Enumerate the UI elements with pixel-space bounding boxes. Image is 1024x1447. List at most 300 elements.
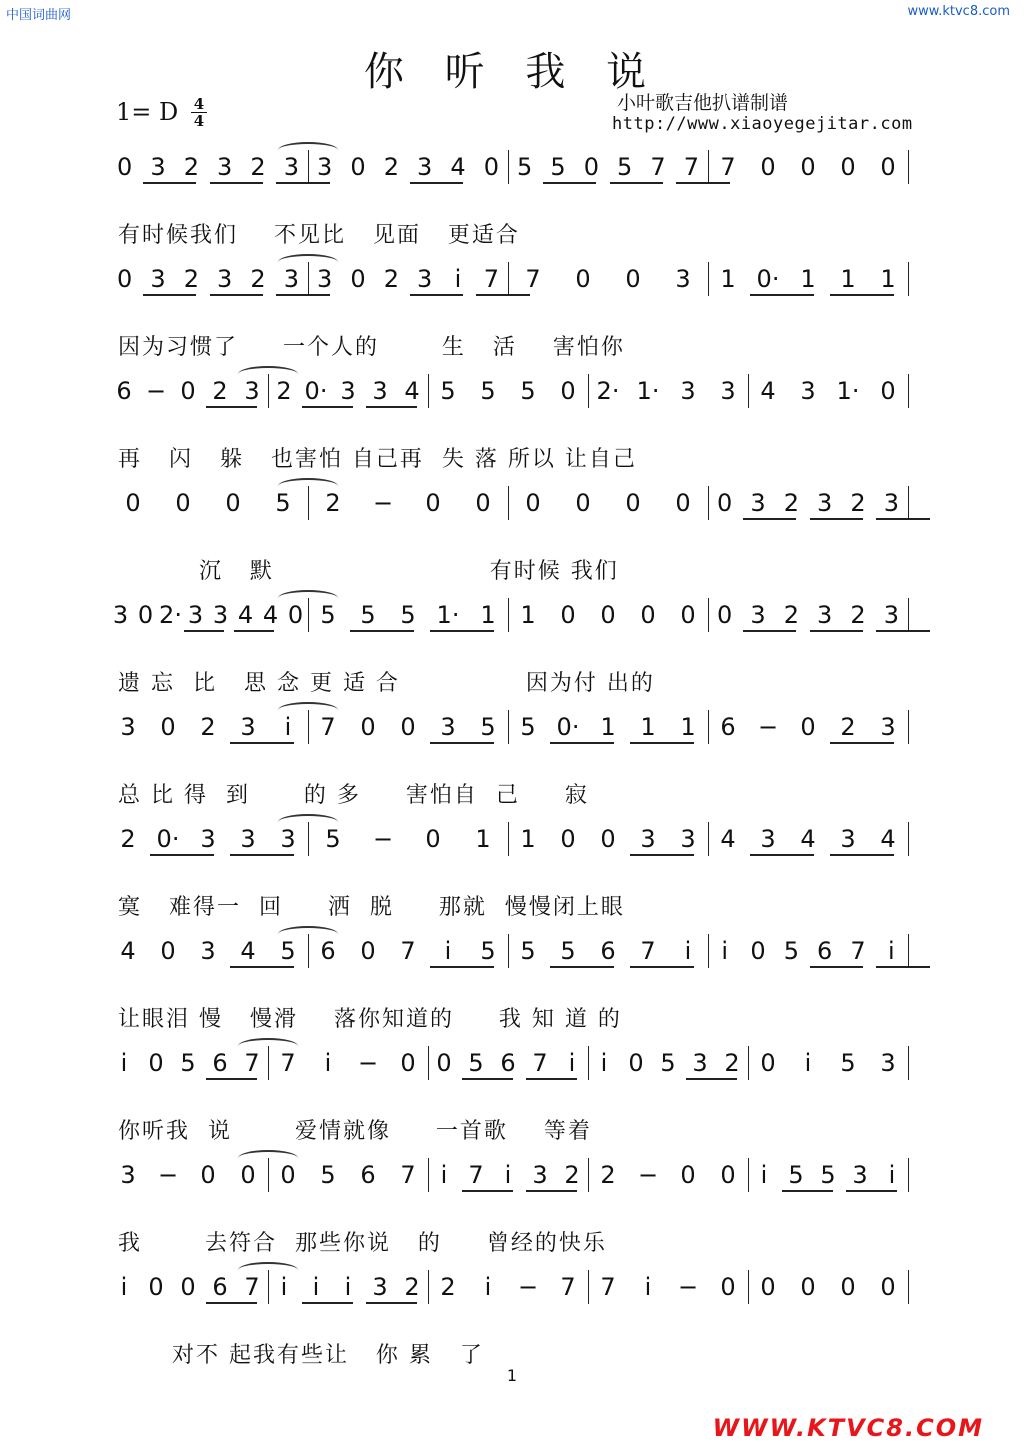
note: 6 (212, 1273, 228, 1301)
note: 0 (560, 377, 576, 405)
meter-bottom: 4 (193, 112, 205, 130)
note: 6 (116, 377, 132, 405)
note: 5 (400, 601, 416, 629)
note: 0 (717, 601, 733, 629)
lyrics-line: 沉 默 有时候 我们 (118, 559, 619, 584)
note: 3 (692, 1049, 708, 1077)
beam-line (750, 294, 814, 296)
tie-arc (278, 254, 338, 270)
barline (708, 822, 709, 856)
lyrics-line: 你听我 说 爱情就像 一首歌 等着 (118, 1119, 592, 1144)
note: 0 (175, 489, 191, 517)
beam-line (462, 1190, 513, 1192)
note: 2 (840, 713, 856, 741)
note: 3 (880, 1049, 896, 1077)
note: − (677, 1273, 699, 1301)
tie-arc (278, 142, 338, 158)
note: 1· (836, 377, 860, 405)
notation-line (108, 932, 908, 972)
note: 6 (720, 713, 736, 741)
note: i (344, 1273, 352, 1301)
beam-line (743, 630, 796, 632)
beam-line (750, 854, 814, 856)
note: i (454, 265, 462, 293)
note: 7 (483, 265, 499, 293)
note: 1 (880, 265, 896, 293)
note: 5 (320, 601, 336, 629)
note: 7 (468, 1161, 484, 1189)
note: 0 (717, 489, 733, 517)
note: 4 (450, 153, 466, 181)
note: 7 (525, 265, 541, 293)
note: 5 (480, 713, 496, 741)
note: i (888, 1161, 896, 1189)
note: i (284, 713, 292, 741)
note: 0 (436, 1049, 452, 1077)
note: 0 (760, 1049, 776, 1077)
note: 3 (883, 489, 899, 517)
note: 2 (850, 601, 866, 629)
beam-line (366, 406, 417, 408)
beam-line (230, 966, 294, 968)
note: 0· (556, 713, 580, 741)
note: 2 (383, 153, 399, 181)
note: 0 (760, 1273, 776, 1301)
note: 7 (650, 153, 666, 181)
note: 0 (560, 825, 576, 853)
note: 1 (720, 265, 736, 293)
note: 6 (600, 937, 616, 965)
page-number: 1 (506, 1366, 518, 1385)
beam-line (234, 630, 274, 632)
barline (748, 1270, 749, 1304)
note: 1 (475, 825, 491, 853)
barline-end (908, 710, 909, 744)
note: i (644, 1273, 652, 1301)
tie-arc (238, 1262, 298, 1278)
note: 0 (800, 713, 816, 741)
score-system (0, 596, 1024, 706)
note: 2 (276, 377, 292, 405)
note: 3 (317, 153, 333, 181)
score-system (0, 932, 1024, 1042)
note: 3 (675, 265, 691, 293)
note: 2 (200, 713, 216, 741)
note: 2 (404, 1273, 420, 1301)
barline (748, 1158, 749, 1192)
note: 3 (200, 937, 216, 965)
note: − (757, 713, 779, 741)
note: 1 (480, 601, 496, 629)
note: 0 (287, 601, 304, 629)
note: 5 (325, 825, 341, 853)
beam-line (630, 966, 694, 968)
note: 3 (120, 713, 136, 741)
beam-line (462, 1078, 513, 1080)
note: 0 (400, 1049, 416, 1077)
beam-line (210, 294, 263, 296)
beam-line (143, 182, 196, 184)
song-title: 你 听 我 说 (363, 49, 661, 95)
note: 5 (520, 713, 536, 741)
barline (588, 1046, 589, 1080)
note: 0 (360, 713, 376, 741)
beam-line (276, 294, 329, 296)
lyrics-line: 因为习惯了 一个人的 生 活 害怕你 (118, 335, 625, 360)
beam-line (366, 1302, 417, 1304)
beam-line (810, 518, 863, 520)
beam-line (230, 742, 294, 744)
note: 3 (240, 825, 256, 853)
barline-end (908, 598, 909, 632)
barline (508, 598, 509, 632)
note: 3 (150, 265, 166, 293)
note: i (444, 937, 452, 965)
note: 0 (575, 265, 591, 293)
note: 5 (320, 1161, 336, 1189)
beam-line (230, 854, 294, 856)
tie-arc (278, 926, 338, 942)
barline (708, 710, 709, 744)
tie-arc (238, 1150, 298, 1166)
barline (508, 486, 509, 520)
note: 0· (156, 825, 180, 853)
notation-line (108, 260, 908, 300)
note: 2 (783, 489, 799, 517)
note: 2 (850, 489, 866, 517)
barline-end (908, 150, 909, 184)
credit-text: 小叶歌吉他扒谱制谱 (617, 92, 789, 114)
lyrics-line: 让眼泪 慢 慢滑 落你知道的 我 知 道 的 (118, 1007, 622, 1032)
lyrics-line: 我 去符合 那些你说 的 曾经的快乐 (118, 1231, 607, 1256)
lyrics-line: 有时候我们 不见比 见面 更适合 (118, 223, 520, 248)
note: 5 (840, 1049, 856, 1077)
beam-line (476, 294, 529, 296)
note: 3 (150, 153, 166, 181)
note: 5 (617, 153, 633, 181)
beam-line (302, 1302, 353, 1304)
beam-line (276, 182, 329, 184)
note: 0 (160, 937, 176, 965)
note: 5 (480, 937, 496, 965)
score-system (0, 820, 1024, 930)
note: i (804, 1049, 812, 1077)
note: 2 (325, 489, 341, 517)
notation-line (108, 596, 908, 636)
barline (708, 934, 709, 968)
beam-line (410, 294, 463, 296)
beam-line (846, 1190, 897, 1192)
note: 0 (360, 937, 376, 965)
note: i (684, 937, 692, 965)
beam-line (830, 742, 894, 744)
note: 2 (783, 601, 799, 629)
note: − (372, 825, 394, 853)
note: 0 (640, 601, 656, 629)
note: i (120, 1273, 128, 1301)
note: 0 (200, 1161, 216, 1189)
score-system (0, 1156, 1024, 1266)
tie-arc (278, 814, 338, 830)
barline (428, 1158, 429, 1192)
note: 0 (475, 489, 491, 517)
tie-arc (238, 366, 298, 382)
key-signature: 1= D (116, 98, 179, 126)
note: 0 (350, 265, 366, 293)
tie-arc (278, 478, 338, 494)
barline (508, 150, 509, 184)
note: 3 (283, 265, 299, 293)
time-signature (188, 96, 210, 129)
note: 0 (180, 1273, 196, 1301)
barline (708, 262, 709, 296)
note: 7 (720, 153, 736, 181)
beam-line (630, 742, 694, 744)
note: 6 (817, 937, 833, 965)
note: 3 (800, 377, 816, 405)
note: 0 (760, 153, 776, 181)
beam-line (350, 630, 414, 632)
note: 7 (532, 1049, 548, 1077)
note: 0· (756, 265, 780, 293)
note: 1 (800, 265, 816, 293)
beam-line (206, 406, 257, 408)
barline (428, 374, 429, 408)
notation-line (108, 1044, 908, 1084)
note: 5 (783, 937, 799, 965)
note: 5 (660, 1049, 676, 1077)
note: 3 (532, 1161, 548, 1189)
beam-line (743, 518, 796, 520)
note: 1 (520, 601, 536, 629)
note: 7 (400, 1161, 416, 1189)
beam-line (830, 294, 894, 296)
note: 2 (383, 265, 399, 293)
tie-arc (238, 1038, 298, 1054)
beam-line (630, 854, 694, 856)
note: 2 (564, 1161, 580, 1189)
note: 3 (750, 489, 766, 517)
note: 5 (440, 377, 456, 405)
watermark-brand: WWW.KTVC8.COM (712, 1414, 984, 1442)
note: 3 (120, 1161, 136, 1189)
note: 0 (148, 1273, 164, 1301)
note: 0 (525, 489, 541, 517)
note: 3 (817, 601, 833, 629)
note: 0 (880, 1273, 896, 1301)
note: 3 (840, 825, 856, 853)
beam-line (550, 742, 614, 744)
note: 4 (237, 601, 254, 629)
beam-line (810, 966, 863, 968)
beam-line (782, 1190, 833, 1192)
beam-line (676, 182, 729, 184)
note: 6 (320, 937, 336, 965)
note: 0 (600, 825, 616, 853)
beam-line (184, 630, 224, 632)
note: 2 (250, 265, 266, 293)
beam-line (150, 854, 214, 856)
note: 5 (360, 601, 376, 629)
note: 6 (212, 1049, 228, 1077)
note: 3 (280, 825, 296, 853)
beam-line (526, 1190, 577, 1192)
note: 7 (280, 1049, 296, 1077)
barline (588, 1158, 589, 1192)
note: 0 (350, 153, 366, 181)
note: 0 (720, 1273, 736, 1301)
beam-line (876, 518, 929, 520)
note: 7 (400, 937, 416, 965)
note: 0 (180, 377, 196, 405)
note: 2 (250, 153, 266, 181)
barline (428, 1270, 429, 1304)
note: i (484, 1273, 492, 1301)
note: 5 (788, 1161, 804, 1189)
score-system (0, 148, 1024, 258)
notation-line (108, 148, 908, 188)
note: 0 (225, 489, 241, 517)
note: 6 (500, 1049, 516, 1077)
note: 3 (112, 601, 129, 629)
note: i (760, 1161, 768, 1189)
note: 5 (468, 1049, 484, 1077)
note: 3 (187, 601, 204, 629)
note: i (312, 1273, 320, 1301)
note: 0 (240, 1161, 256, 1189)
note: − (145, 377, 167, 405)
lyrics-line: 对不 起我有些让 你 累 了 (118, 1343, 484, 1368)
note: 3 (680, 825, 696, 853)
note: 0 (583, 153, 599, 181)
note: 4 (120, 937, 136, 965)
note: 0 (720, 1161, 736, 1189)
note: 4 (760, 377, 776, 405)
note: 3 (852, 1161, 868, 1189)
note: 7 (320, 713, 336, 741)
note: 3 (240, 713, 256, 741)
barline (428, 1046, 429, 1080)
beam-line (430, 742, 494, 744)
note: 1· (636, 377, 660, 405)
note: 2· (596, 377, 620, 405)
note: 3 (640, 825, 656, 853)
note: i (324, 1049, 332, 1077)
note: 3 (372, 1273, 388, 1301)
note: 0 (160, 713, 176, 741)
note: 2· (159, 601, 182, 629)
note: 5 (275, 489, 291, 517)
note: 0 (117, 153, 133, 181)
note: 3 (883, 601, 899, 629)
score-system (0, 484, 1024, 594)
note: − (157, 1161, 179, 1189)
beam-line (143, 294, 196, 296)
barline (708, 598, 709, 632)
score-system (0, 1268, 1024, 1378)
note: 3 (680, 377, 696, 405)
note: 3 (760, 825, 776, 853)
note: 0 (425, 489, 441, 517)
beam-line (610, 182, 663, 184)
note: 5 (560, 937, 576, 965)
note: i (120, 1049, 128, 1077)
notation-line (108, 1268, 908, 1308)
beam-line (210, 182, 263, 184)
note: 5 (820, 1161, 836, 1189)
meter-top: 4 (193, 95, 205, 113)
note: 5 (180, 1049, 196, 1077)
note: 0 (483, 153, 499, 181)
note: 0 (560, 601, 576, 629)
note: 3 (317, 265, 333, 293)
score-system (0, 372, 1024, 482)
note: 1 (600, 713, 616, 741)
barline (508, 710, 509, 744)
barline-end (908, 262, 909, 296)
beam-line (430, 966, 494, 968)
note: 5 (550, 153, 566, 181)
note: 0 (628, 1049, 644, 1077)
note: 1 (680, 713, 696, 741)
note: i (280, 1273, 288, 1301)
note: 0 (750, 937, 766, 965)
barline-end (908, 1270, 909, 1304)
site-label-left[interactable]: 中国词曲网 (6, 8, 72, 23)
note: 0 (880, 377, 896, 405)
barline (508, 262, 509, 296)
score-system (0, 260, 1024, 370)
notation-line (108, 484, 908, 524)
note: 3 (200, 825, 216, 853)
barline (588, 374, 589, 408)
credit-url[interactable]: http://www.xiaoyegejitar.com (612, 114, 913, 134)
beam-line (830, 854, 894, 856)
notation-line (108, 372, 908, 412)
site-label-right[interactable]: www.ktvc8.com (907, 4, 1010, 19)
note: 5 (520, 937, 536, 965)
note: 0 (280, 1161, 296, 1189)
tie-arc (278, 590, 338, 606)
note: 0 (800, 153, 816, 181)
note: 7 (560, 1273, 576, 1301)
note: 0 (137, 601, 154, 629)
note: 5 (480, 377, 496, 405)
note: 2 (212, 377, 228, 405)
note: 2 (724, 1049, 740, 1077)
note: 0 (680, 1161, 696, 1189)
barline-end (908, 934, 909, 968)
note: − (517, 1273, 539, 1301)
note: − (372, 489, 394, 517)
barline-end (908, 486, 909, 520)
note: 0 (675, 489, 691, 517)
beam-line (876, 630, 929, 632)
note: 4 (240, 937, 256, 965)
note: 2 (183, 153, 199, 181)
note: − (357, 1049, 379, 1077)
note: 3 (372, 377, 388, 405)
note: 4 (262, 601, 279, 629)
beam-line (543, 182, 596, 184)
note: 4 (800, 825, 816, 853)
barline (708, 486, 709, 520)
barline (748, 374, 749, 408)
barline-end (908, 822, 909, 856)
lyrics-line: 总 比 得 到 的 多 害怕自 己 寂 (118, 783, 589, 808)
note: 7 (600, 1273, 616, 1301)
beam-line (430, 630, 494, 632)
